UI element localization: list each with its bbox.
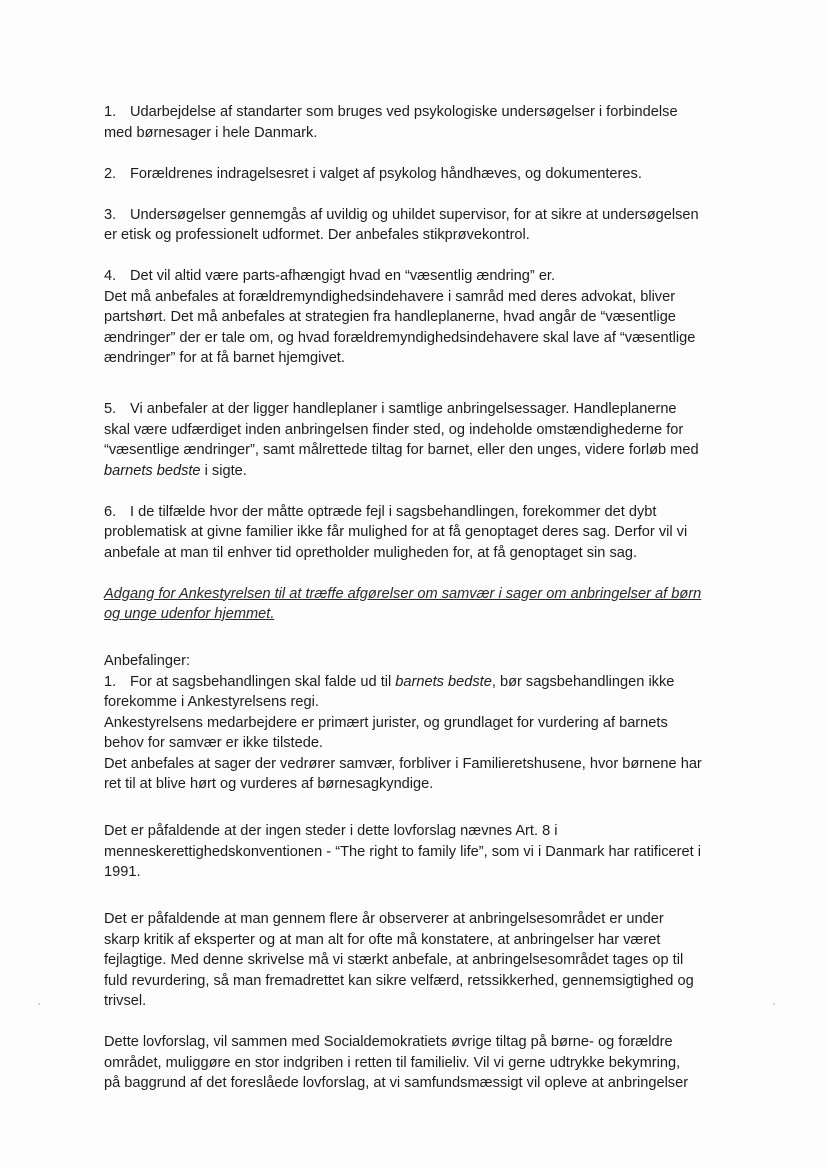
scan-speck <box>38 1003 40 1005</box>
item-line: er etisk og professionelt udformet. Der anbefales stikprøvekontrol. <box>104 227 530 243</box>
section-heading <box>104 584 734 625</box>
scan-speck <box>773 1003 775 1005</box>
item-text: , bør sagsbehandlingen ikke <box>491 673 675 690</box>
numbered-item-4 <box>104 266 734 369</box>
item-line: skal være udfærdiget inden anbringelsen finder sted, og indeholde omstændighederne for <box>104 421 684 438</box>
item-line: ændringer” for at få barnet hjemgivet. <box>104 350 345 366</box>
paragraph-concern <box>104 1032 734 1094</box>
paragraph-criticism <box>104 909 734 1012</box>
item-line <box>104 205 734 226</box>
recommendation-line: behov for samvær er ikke tilstede. <box>104 735 323 751</box>
item-number: 6. <box>104 503 117 520</box>
numbered-item-5 <box>104 399 734 481</box>
item-line: Det må anbefales at forældremyndighedsindehavere i samråd med deres advokat, bliver <box>104 288 676 305</box>
paragraph-line: fejlagtige. Med denne skrivelse må vi stærkt anbefale, at anbringelsesområdet tages op til <box>104 952 684 968</box>
item-number: 2. <box>104 165 117 182</box>
item-line <box>104 266 734 287</box>
heading-line: Adgang for Ankestyrelsen til at træffe afgørelser om samvær i sager om anbringelser af børn <box>104 585 702 602</box>
item-line: problematisk at givne familier ikke får mulighed for at få genoptaget deres sag. Derfor vil vi <box>104 524 688 540</box>
recommendations <box>104 651 734 795</box>
paragraph-line: Dette lovforslag, vil sammen med Socialdemokratiets øvrige tiltag på børne- og forældre <box>104 1034 673 1050</box>
numbered-item-6 <box>104 502 734 564</box>
emphasis-text: barnets bedste <box>395 673 492 690</box>
paragraph-line: skarp kritik af eksperter og at man alt for ofte må konstatere, at anbringelser har været <box>104 931 661 948</box>
recommendation-line: Det anbefales at sager der vedrører samvær, forbliver i Familieretshusene, hvor børnene har <box>104 755 702 772</box>
item-number: 1. <box>104 104 117 120</box>
item-number: 5. <box>104 401 117 417</box>
item-line: ændringer” der er tale om, og hvad forældremyndighedsindehavere skal lave af “væsentlige <box>104 329 696 346</box>
document-body <box>104 102 734 1114</box>
paragraph-line: fuld revurdering, så man fremadrettet kan sikre velfærd, retssikkerhed, gennemsigtighed og <box>104 972 694 989</box>
item-text: i sigte. <box>200 462 247 479</box>
paragraph-line: området, muliggøre en stor indgriben i retten til familieliv. Vil vi gerne udtrykke bekymring, <box>104 1054 681 1071</box>
item-text: Udarbejdelse af standarter som bruges ved psykologiske undersøgelser i forbindelse <box>130 104 678 120</box>
paragraph-line: 1991. <box>104 864 141 880</box>
item-text: Undersøgelser gennemgås af uvildig og uhildet supervisor, for at sikre at undersøgelsen <box>130 206 699 223</box>
item-text: Vi anbefaler at der ligger handleplaner i samtlige anbringelsessager. Handleplanerne <box>130 401 677 417</box>
numbered-item-1 <box>104 102 734 143</box>
recommendations-label: Anbefalinger: <box>104 653 191 669</box>
item-line <box>104 164 734 185</box>
item-line <box>104 102 734 123</box>
item-line: “væsentlige ændringer”, samt målrettede tiltag for barnet, eller den unges, videre forløb med <box>104 442 699 458</box>
item-line <box>104 502 734 523</box>
item-text: Det vil altid være parts-afhængigt hvad en “væsentlig ændring” er. <box>130 268 556 284</box>
item-line <box>104 399 734 420</box>
recommendation-line: Ankestyrelsens medarbejdere er primært jurister, og grundlaget for vurdering af barnets <box>104 714 668 731</box>
emphasis-text: barnets bedste <box>104 462 201 479</box>
paragraph-art8 <box>104 821 734 883</box>
item-text: I de tilfælde hvor der måtte optræde fejl i sagsbehandlingen, forekommer det dybt <box>130 503 657 520</box>
numbered-item-2 <box>104 164 734 185</box>
paragraph-line: Det er påfaldende at man gennem flere år observerer at anbringelsesområdet er under <box>104 911 664 927</box>
recommendation-line <box>104 672 734 693</box>
recommendation-line: forekomme i Ankestyrelsens regi. <box>104 694 319 710</box>
paragraph-line: trivsel. <box>104 993 147 1009</box>
item-line: partshørt. Det må anbefales at strategien fra handleplanerne, hvad angår de “væsentlige <box>104 309 676 325</box>
numbered-item-3 <box>104 205 734 246</box>
item-number: 4. <box>104 268 117 284</box>
item-line <box>104 461 734 482</box>
item-number: 3. <box>104 206 117 223</box>
paragraph-line: Det er påfaldende at der ingen steder i dette lovforslag nævnes Art. 8 i <box>104 823 558 839</box>
heading-line: og unge udenfor hjemmet. <box>104 606 275 622</box>
paragraph-line: på baggrund af det foreslåede lovforslag, at vi samfundsmæssigt vil opleve at anbringelser <box>104 1075 689 1091</box>
item-line: anbefale at man til enhver tid opretholder muligheden for, at få genoptaget sin sag. <box>104 544 638 561</box>
recommendation-line: ret til at blive hørt og vurderes af børnesagkyndige. <box>104 776 434 792</box>
paragraph-line: menneskerettighedskonventionen - “The right to family life”, som vi i Danmark har ratificeret i <box>104 843 701 860</box>
item-line: med børnesager i hele Danmark. <box>104 124 318 141</box>
item-text: For at sagsbehandlingen skal falde ud til <box>130 673 396 690</box>
item-number: 1. <box>104 673 117 690</box>
item-text: Forældrenes indragelsesret i valget af psykolog håndhæves, og dokumenteres. <box>130 165 642 182</box>
